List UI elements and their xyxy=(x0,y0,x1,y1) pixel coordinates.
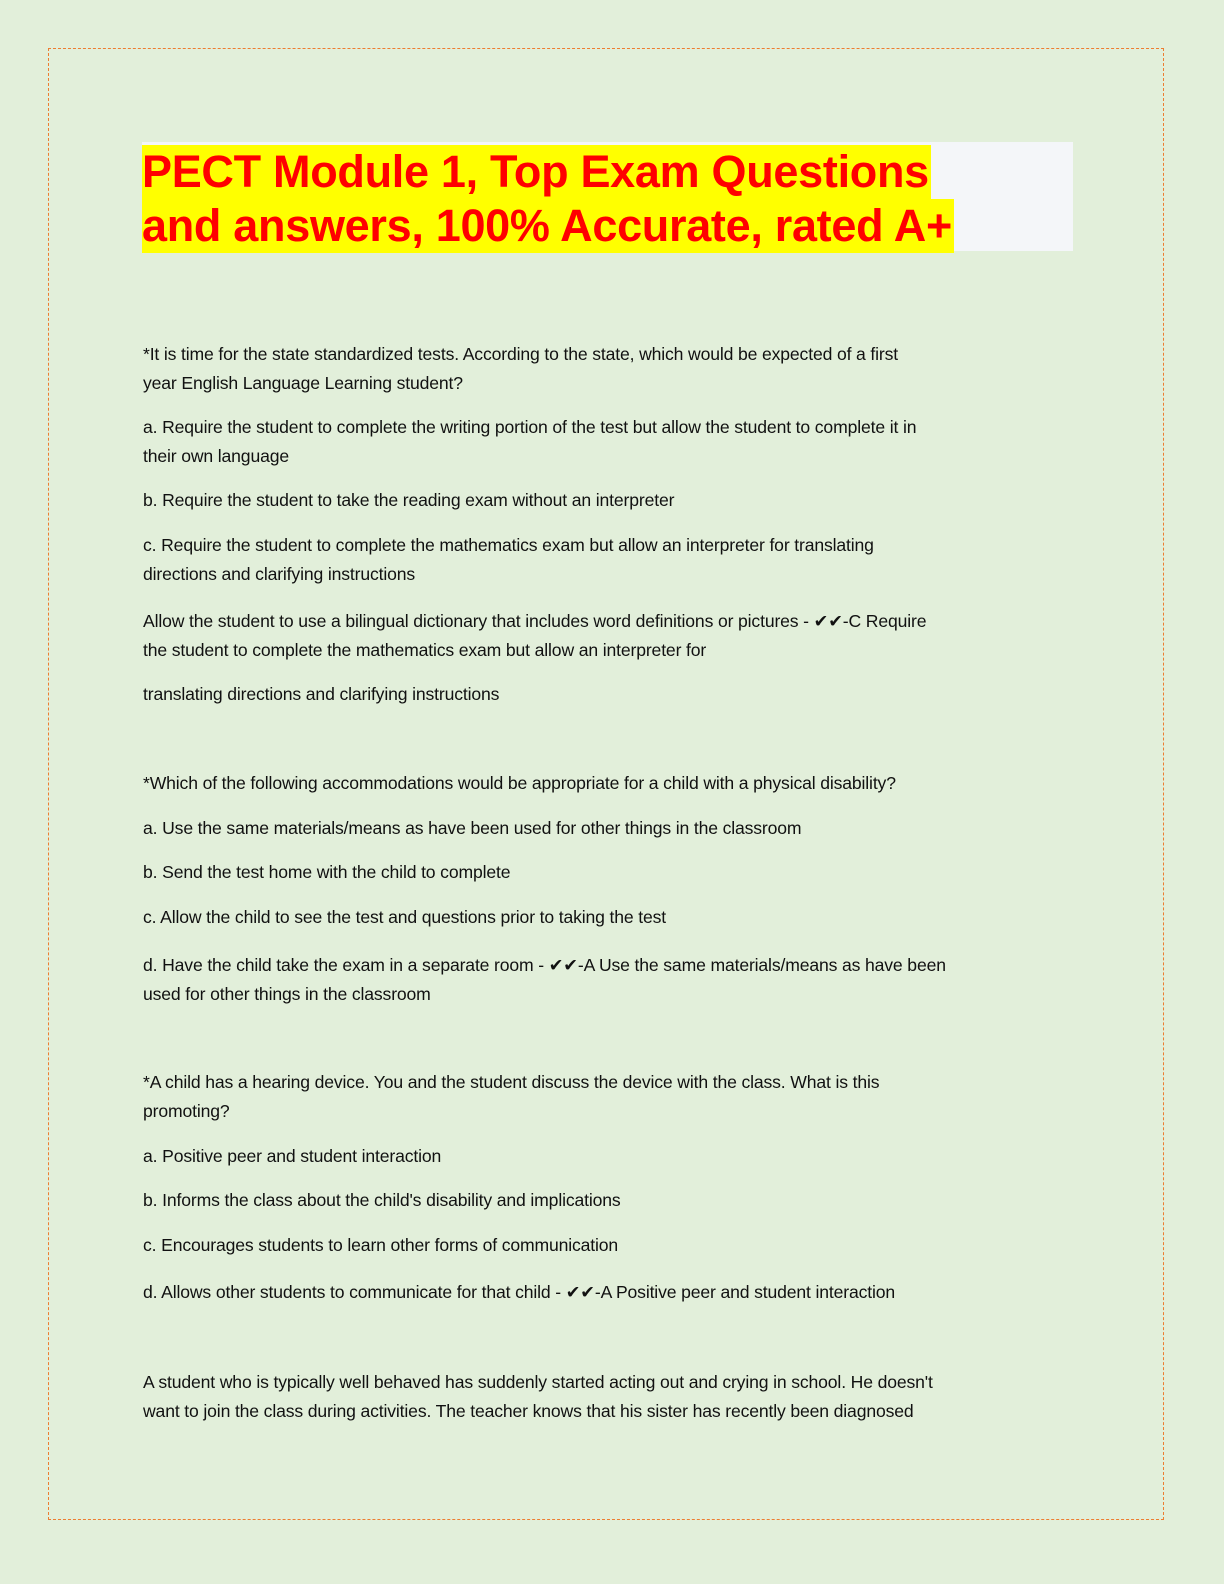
text-line: b. Informs the class about the child's disability and implications xyxy=(143,1190,621,1210)
text-line: *A child has a hearing device. You and the student discuss the device with the class. What is this xyxy=(143,1072,880,1092)
text-line: a. Positive peer and student interaction xyxy=(143,1146,442,1166)
document-title-line-2: and answers, 100% Accurate, rated A+ xyxy=(142,200,952,251)
text-line: c. Encourages students to learn other forms of communication xyxy=(143,1235,619,1255)
text-line: year English Language Learning student? xyxy=(143,373,463,393)
text-line: want to join the class during activities. The teacher knows that his sister has recently been diagnosed xyxy=(143,1401,914,1421)
text-line: directions and clarifying instructions xyxy=(143,564,416,584)
document-title-line-1: PECT Module 1, Top Exam Questions xyxy=(142,146,929,197)
text-line: c. Require the student to complete the mathematics exam but allow an interpreter for translating xyxy=(143,535,874,555)
text-line: a. Require the student to complete the writing portion of the test but allow the student to complete it in xyxy=(143,417,917,437)
text-line: the student to complete the mathematics exam but allow an interpreter for xyxy=(143,640,707,660)
text-line: their own language xyxy=(143,446,289,466)
text-line: c. Allow the child to see the test and questions prior to taking the test xyxy=(143,907,667,927)
text-line: promoting? xyxy=(143,1101,230,1121)
text-line: b. Require the student to take the reading exam without an interpreter xyxy=(143,490,675,510)
text-line: b. Send the test home with the child to complete xyxy=(143,862,511,882)
text-line: A student who is typically well behaved has suddenly started acting out and crying in school. He doesn't xyxy=(143,1372,933,1392)
text-line: *It is time for the state standardized tests. According to the state, which would be expected of a first xyxy=(143,344,899,364)
text-line: d. Allows other students to communicate for that child - ✔✔-A Positive peer and student interaction xyxy=(143,1282,896,1302)
text-line: a. Use the same materials/means as have been used for other things in the classroom xyxy=(143,818,802,838)
text-line: *Which of the following accommodations would be appropriate for a child with a physical disability? xyxy=(143,773,896,793)
text-line: translating directions and clarifying instructions xyxy=(143,684,500,704)
text-line: used for other things in the classroom xyxy=(143,984,431,1004)
text-line: Allow the student to use a bilingual dictionary that includes word definitions or pictures - ✔✔-C Require xyxy=(143,611,927,631)
text-line: d. Have the child take the exam in a separate room - ✔✔-A Use the same materials/means as have been xyxy=(143,955,946,975)
